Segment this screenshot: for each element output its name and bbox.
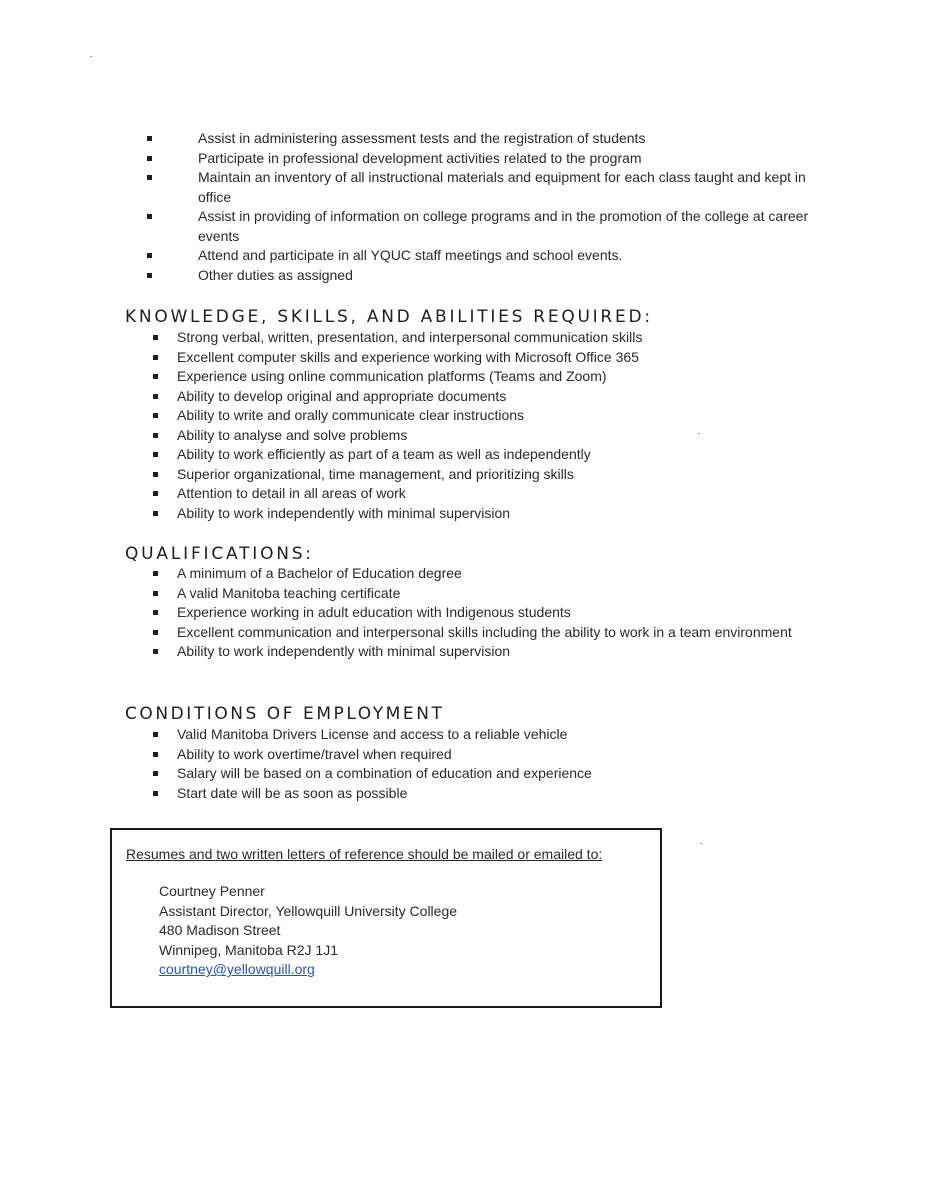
- list-item: [177, 623, 797, 643]
- ksa-heading: KNOWLEDGE, SKILLS, AND ABILITIES REQUIRED:: [125, 307, 653, 327]
- bullet-icon: [153, 791, 158, 796]
- bullet-icon: [153, 732, 158, 737]
- list-item: [198, 266, 838, 286]
- bullet-icon: [147, 253, 152, 258]
- contact-name: Courtney Penner: [159, 883, 265, 899]
- duty-text: Other duties as assigned: [198, 266, 353, 283]
- bullet-icon: [153, 752, 158, 757]
- ksa-text: Ability to analyse and solve problems: [177, 426, 408, 443]
- qualification-text: A minimum of a Bachelor of Education degree: [177, 565, 462, 581]
- list-item: [198, 149, 838, 169]
- list-item: [177, 784, 797, 804]
- condition-text: Valid Manitoba Drivers License and access to a reliable vehicle: [177, 726, 568, 742]
- qualifications-list: [177, 564, 797, 662]
- bullet-icon: [153, 355, 158, 360]
- bullet-icon: [153, 433, 158, 438]
- list-item: [177, 642, 797, 662]
- bullet-icon: [147, 156, 152, 161]
- bullet-icon: [147, 273, 152, 278]
- bullet-icon: [147, 175, 152, 180]
- duty-text: Assist in administering assessment tests and the registration of students: [198, 130, 646, 146]
- bullet-icon: [153, 511, 158, 516]
- list-item: [177, 484, 797, 504]
- condition-text: Ability to work overtime/travel when required: [177, 745, 452, 762]
- qualification-text: Excellent communication and interpersonal skills including the ability to work in a team environment: [177, 623, 792, 640]
- list-item: [177, 564, 797, 584]
- scan-speck: [698, 433, 700, 434]
- list-item: [177, 328, 797, 348]
- contact-city: Winnipeg, Manitoba R2J 1J1: [159, 941, 338, 958]
- contact-email-link[interactable]: courtney@yellowquill.org: [159, 961, 315, 978]
- scan-speck: [90, 56, 92, 57]
- list-item: [177, 584, 797, 604]
- list-item: [177, 406, 797, 426]
- contact-intro: Resumes and two written letters of reference should be mailed or emailed to:: [126, 846, 603, 862]
- list-item: [177, 426, 797, 446]
- ksa-text: Ability to work efficiently as part of a team as well as independently: [177, 446, 591, 462]
- conditions-heading: CONDITIONS OF EMPLOYMENT: [125, 704, 445, 724]
- condition-text: Start date will be as soon as possible: [177, 784, 408, 801]
- bullet-icon: [153, 472, 158, 477]
- qualification-text: Experience working in adult education with Indigenous students: [177, 604, 571, 620]
- ksa-list: [177, 328, 797, 523]
- contact-address: [159, 882, 457, 980]
- bullet-icon: [153, 374, 158, 379]
- bullet-icon: [147, 214, 152, 219]
- list-item: [177, 348, 797, 368]
- ksa-text: Ability to develop original and appropriate documents: [177, 387, 507, 404]
- qualification-text: Ability to work independently with minimal supervision: [177, 643, 511, 659]
- ksa-text: Excellent computer skills and experience working with Microsoft Office 365: [177, 348, 639, 365]
- bullet-icon: [153, 630, 158, 635]
- qualification-text: A valid Manitoba teaching certificate: [177, 584, 401, 601]
- ksa-text: Attention to detail in all areas of work: [177, 485, 406, 501]
- list-item: [177, 367, 797, 387]
- bullet-icon: [153, 413, 158, 418]
- duty-text: Maintain an inventory of all instructional materials and equipment for each class taught and kept in office: [198, 169, 806, 205]
- ksa-text: Experience using online communication platforms (Teams and Zoom): [177, 368, 607, 384]
- ksa-text: Ability to work independently with minimal supervision: [177, 504, 511, 521]
- bullet-icon: [153, 649, 158, 654]
- bullet-icon: [153, 610, 158, 615]
- duty-text: Attend and participate in all YQUC staff meetings and school events.: [198, 247, 623, 263]
- list-item: [198, 129, 838, 149]
- contact-street: 480 Madison Street: [159, 922, 281, 939]
- list-item: [177, 603, 797, 623]
- ksa-text: Superior organizational, time management, and prioritizing skills: [177, 465, 574, 482]
- contact-box: [110, 828, 662, 1008]
- bullet-icon: [153, 771, 158, 776]
- list-item: [177, 745, 797, 765]
- conditions-list: [177, 725, 797, 803]
- list-item: [177, 445, 797, 465]
- list-item: [198, 207, 838, 246]
- list-item: [177, 764, 797, 784]
- list-item: [177, 465, 797, 485]
- list-item: [177, 387, 797, 407]
- contact-title: Assistant Director, Yellowquill University College: [159, 902, 458, 919]
- ksa-text: Ability to write and orally communicate clear instructions: [177, 407, 525, 423]
- bullet-icon: [153, 452, 158, 457]
- bullet-icon: [153, 571, 158, 576]
- bullet-icon: [147, 136, 152, 141]
- list-item: [198, 168, 838, 207]
- ksa-text: Strong verbal, written, presentation, and interpersonal communication skills: [177, 329, 643, 345]
- bullet-icon: [153, 591, 158, 596]
- bullet-icon: [153, 491, 158, 496]
- duties-list: [198, 129, 838, 285]
- list-item: [177, 504, 797, 524]
- list-item: [198, 246, 838, 266]
- duty-text: Participate in professional development activities related to the program: [198, 149, 642, 166]
- qualifications-heading: QUALIFICATIONS:: [125, 544, 314, 564]
- scan-speck: [700, 843, 702, 844]
- bullet-icon: [153, 335, 158, 340]
- duty-text: Assist in providing of information on college programs and in the promotion of the college at career events: [198, 208, 809, 244]
- list-item: [177, 725, 797, 745]
- bullet-icon: [153, 394, 158, 399]
- condition-text: Salary will be based on a combination of education and experience: [177, 765, 592, 781]
